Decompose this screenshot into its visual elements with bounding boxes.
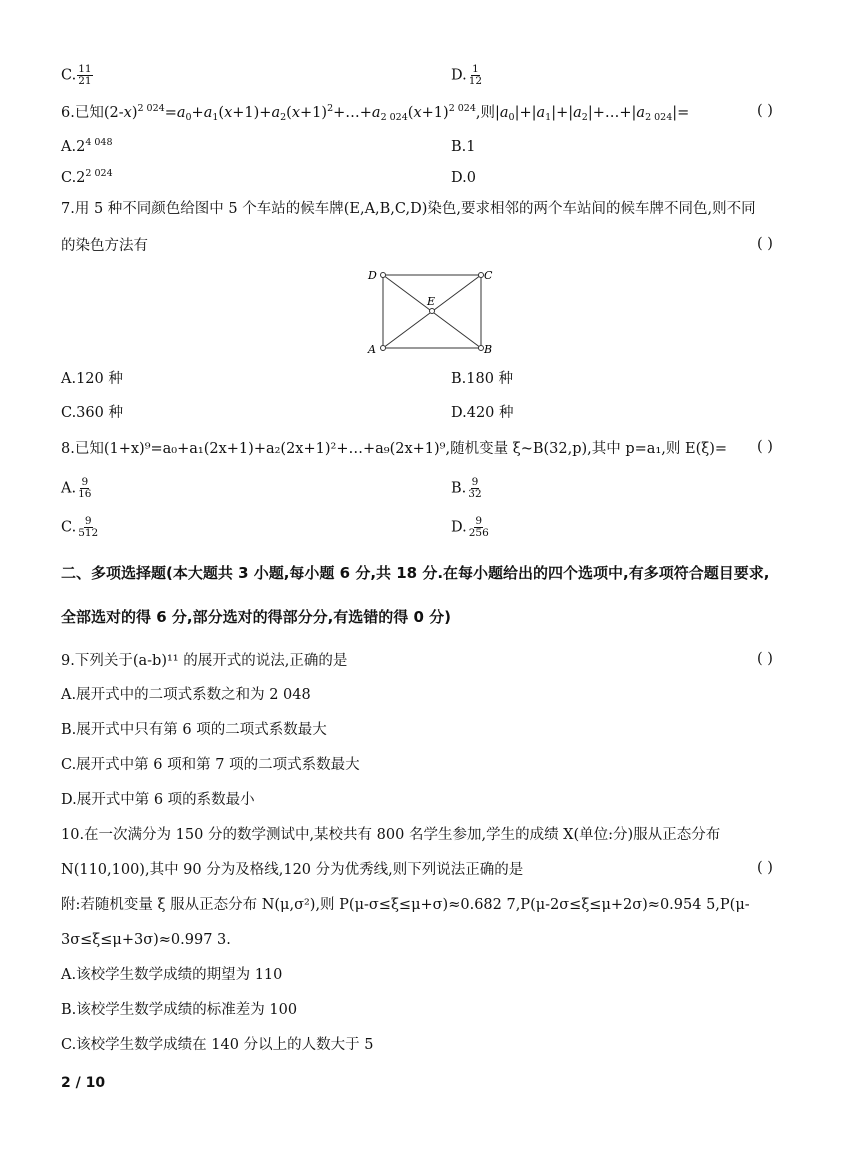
q7-option-a: A.120 种 [61, 371, 123, 387]
q6-option-a: $A.2^{4 048}$ [61, 137, 113, 155]
q9-option-c: C.展开式中第 6 项和第 7 项的二项式系数最大 [61, 757, 360, 773]
answer-paren: ( ) [757, 103, 773, 119]
answer-paren: ( ) [757, 651, 773, 667]
q6-option-b: B.1 [451, 139, 476, 155]
q9-stem: 9.下列关于(a-b)¹¹ 的展开式的说法,正确的是 [61, 653, 348, 669]
q10-option-b: B.该校学生数学成绩的标准差为 100 [61, 1002, 298, 1018]
q10-option-c: C.该校学生数学成绩在 140 分以上的人数大于 5 [61, 1037, 374, 1053]
answer-paren: ( ) [757, 439, 773, 455]
fraction: $\frac{11}{21}$ [78, 63, 92, 87]
station-figure [362, 262, 502, 362]
q7-option-c: C.360 种 [61, 405, 123, 421]
q6-stem: 6.已知$(2-x)^{2 024}=a_0+a_1(x+1)+a_2(x+1)^2+\dots+a_{2 024}(x+1)^{2 024}$,则$|a_0|+|a_1|+|a_2|+\dots+|a_{2 024}|=$ [61, 103, 690, 123]
q8-option-b: B. $\frac{9}{32}$ [451, 476, 482, 500]
q8-option-d: D. $\frac{9}{256}$ [451, 515, 489, 539]
q8-option-c: C. $\frac{9}{512}$ [61, 515, 99, 539]
q10-note-line2: 3σ≤ξ≤μ+3σ)≈0.997 3. [61, 932, 231, 948]
label-a: A [368, 343, 376, 356]
q8-option-a: A. $\frac{9}{16}$ [61, 476, 92, 500]
page-number: 2 / 10 [61, 1075, 106, 1091]
section-heading-line1: 二、多项选择题(本大题共 3 小题,每小题 6 分,共 18 分.在每小题给出的四个选项中,有多项符合题目要求, [61, 564, 770, 582]
section-heading-line2: 全部选对的得 6 分,部分选对的得部分分,有选错的得 0 分) [61, 608, 452, 626]
q10-stem-line2: N(110,100),其中 90 分为及格线,120 分为优秀线,则下列说法正确的是 [61, 862, 524, 878]
label-d: D [368, 269, 377, 282]
q9-option-b: B.展开式中只有第 6 项的二项式系数最大 [61, 722, 327, 738]
q7-stem-line1: 7.用 5 种不同颜色给图中 5 个车站的候车牌(E,A,B,C,D)染色,要求相邻的两个车站间的候车牌不同色,则不同 [61, 201, 756, 217]
q7-option-b: B.180 种 [451, 371, 514, 387]
label-c: C [484, 269, 493, 282]
answer-paren: ( ) [757, 860, 773, 876]
fraction: $\frac{1}{12}$ [468, 63, 483, 87]
q7-stem-line2: 的染色方法有 [61, 238, 148, 254]
q5-option-d: D. $\frac{1}{12}$ [451, 63, 483, 87]
label-b: B [484, 343, 493, 356]
q5-option-c: C. $\frac{11}{21}$ [61, 63, 92, 87]
fraction: $\frac{9}{32}$ [468, 476, 482, 500]
q9-option-d: D.展开式中第 6 项的系数最小 [61, 792, 255, 808]
q10-note-line1: 附:若随机变量 ξ 服从正态分布 N(μ,σ²),则 P(μ-σ≤ξ≤μ+σ)≈0.682 7,P(μ-2σ≤ξ≤μ+2σ)≈0.954 5,P(μ- [61, 897, 750, 913]
answer-paren: ( ) [757, 236, 773, 252]
q6-option-d: D.0 [451, 170, 476, 186]
fraction: $\frac{9}{16}$ [78, 476, 92, 500]
label-e: E [427, 295, 436, 308]
fraction: $\frac{9}{256}$ [468, 515, 489, 539]
q7-option-d: D.420 种 [451, 405, 514, 421]
q6-option-c: $C.2^{2 024}$ [61, 168, 113, 186]
q8-stem: 8.已知(1+x)⁹=a₀+a₁(2x+1)+a₂(2x+1)²+…+a₉(2x+1)⁹,随机变量 ξ~B(32,p),其中 p=a₁,则 E(ξ)= [61, 441, 728, 457]
q10-option-a: A.该校学生数学成绩的期望为 110 [61, 967, 283, 983]
q9-option-a: A.展开式中的二项式系数之和为 2 048 [61, 687, 311, 703]
fraction: $\frac{9}{512}$ [78, 515, 99, 539]
q10-stem-line1: 10.在一次满分为 150 分的数学测试中,某校共有 800 名学生参加,学生的成绩 X(单位:分)服从正态分布 [61, 827, 721, 843]
